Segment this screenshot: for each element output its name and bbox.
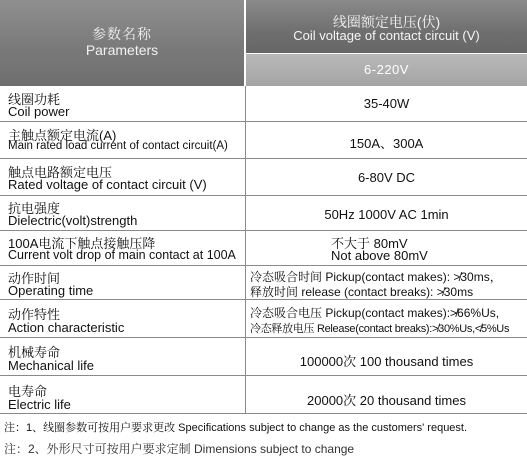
row-value-text: 35-40W — [363, 96, 410, 111]
table-row — [0, 300, 527, 338]
row-label-en: Dielectric(volt)strength — [8, 213, 138, 228]
row-label — [8, 231, 244, 265]
row-label-zh: 抗电强度 — [8, 201, 61, 216]
row-value-text: 100000次 100 thousand times — [299, 354, 474, 369]
row-value-text: 150A、300A — [349, 136, 424, 151]
row-value-text-release: 冷态释放电压 Release(contact breaks):≯30%Us,≮5%Us — [250, 323, 510, 335]
row-value — [246, 196, 527, 230]
row-label-zh: 动作特性 — [8, 307, 61, 322]
row-value-text: 20000次 20 thousand times — [307, 393, 466, 408]
table-row — [0, 266, 527, 300]
table-row — [0, 86, 527, 122]
row-label — [8, 196, 244, 230]
row-label-en: Current volt drop of main contact at 100A — [8, 248, 236, 262]
table-row — [0, 376, 527, 414]
coil-voltage-header-cell — [246, 0, 527, 53]
parameters-header-en: Parameters — [85, 42, 159, 58]
row-label — [8, 86, 244, 121]
row-value — [246, 338, 527, 375]
row-label-en: Electric life — [8, 397, 71, 412]
row-label — [8, 338, 244, 375]
row-label — [8, 122, 244, 158]
coil-voltage-header-zh: 线圈额定电压(伏) — [332, 14, 441, 30]
coil-voltage-range: 6-220V — [246, 54, 527, 86]
row-label — [8, 300, 244, 337]
row-value-text-en: Not above 80mV — [331, 248, 428, 263]
table-row — [0, 231, 527, 266]
parameters-header-zh: 参数名称 — [92, 26, 152, 42]
table-row — [0, 122, 527, 159]
row-label — [8, 376, 244, 413]
table-row — [0, 338, 527, 376]
row-value — [246, 86, 527, 121]
row-label-zh: 线圈功耗 — [8, 92, 61, 107]
coil-voltage-header-en: Coil voltage of contact circuit (V) — [293, 28, 480, 43]
parameters-header-cell — [0, 0, 244, 86]
footnote: 注：1、线圈参数可按用户要求更改 Specifications subject to change as the customers' request. — [4, 422, 468, 434]
row-value-text: 50Hz 1000V AC 1min — [324, 207, 449, 222]
footnote-cut-off: 注：2、外形尺寸可按用户要求定制 Dimensions subject to change — [4, 442, 355, 456]
row-value — [246, 266, 527, 299]
row-value — [246, 159, 527, 195]
row-label-en: Coil power — [8, 104, 70, 119]
table-row — [0, 196, 527, 231]
row-label-zh: 触点电路额定电压 — [8, 165, 113, 180]
row-label-zh: 电寿命 — [8, 384, 48, 399]
row-label — [8, 266, 244, 299]
row-label-en: Rated voltage of contact circuit (V) — [8, 177, 207, 192]
table-header — [0, 0, 527, 86]
row-label-en: Mechanical life — [8, 358, 94, 373]
table-row — [0, 159, 527, 196]
row-label-zh: 100A电流下触点接触压降 — [8, 236, 156, 251]
row-value — [246, 376, 527, 413]
row-value — [246, 231, 527, 265]
row-label-zh: 主触点额定电流(A) — [8, 128, 117, 143]
row-value-text-pickup: 冷态吸合电压 Pickup(contact makes):≯66%Us, — [250, 306, 500, 320]
row-value-text: 6-80V DC — [357, 170, 416, 185]
row-value-text-release: 释放时间 release (contact breaks): ≯30ms — [250, 285, 474, 299]
row-label-en: Action characteristic — [8, 320, 125, 335]
row-value — [246, 300, 527, 337]
row-label-en: Main rated load current of contact circuit(A) — [8, 140, 228, 152]
row-label-en: Operating time — [8, 283, 94, 298]
row-label — [8, 159, 244, 195]
row-label-zh: 机械寿命 — [8, 345, 61, 360]
row-value-text-zh: 不大于 80mV — [331, 236, 408, 251]
row-value — [246, 122, 527, 158]
row-label-zh: 动作时间 — [8, 271, 61, 286]
row-value-text-pickup: 冷态吸合时间 Pickup(contact makes): ≯30ms， — [250, 270, 502, 284]
